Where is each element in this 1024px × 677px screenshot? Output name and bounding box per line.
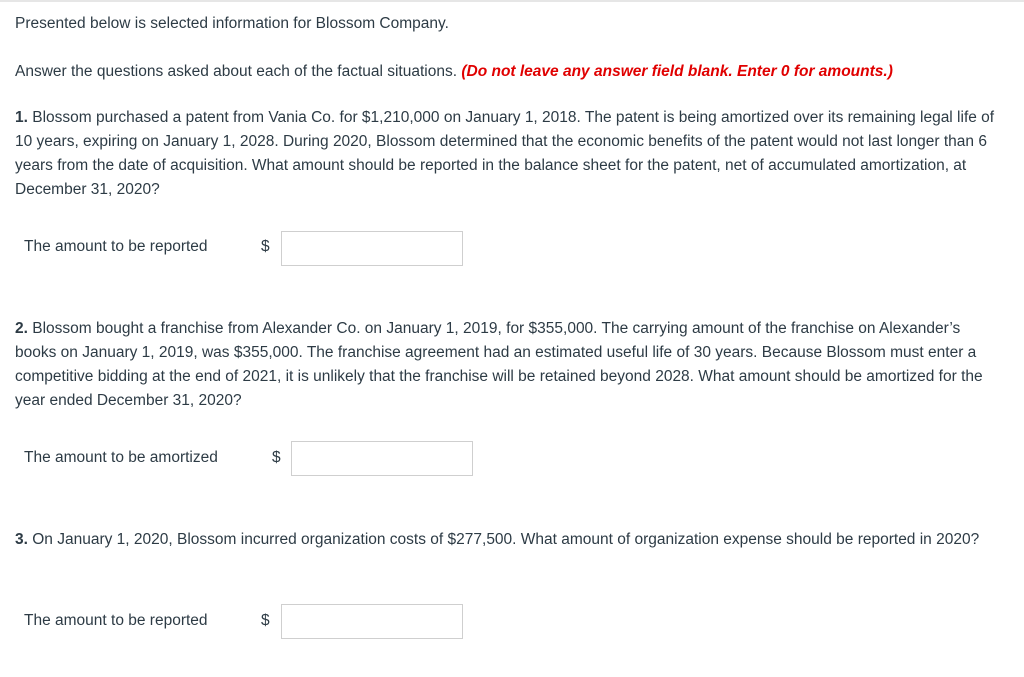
question-3: [15, 528, 1005, 552]
question-number: 1.: [15, 109, 28, 126]
answer-input-2[interactable]: [291, 441, 473, 476]
question-1: [15, 106, 1005, 202]
question-number: 2.: [15, 320, 28, 337]
instructions: [15, 60, 1005, 84]
dollar-sign: $: [261, 612, 270, 629]
dollar-sign: $: [272, 449, 281, 466]
question-text: On January 1, 2020, Blossom incurred organization costs of $277,500. What amount of organization expense should be reported in 2020?: [32, 531, 980, 548]
question-2: [15, 317, 1005, 413]
answer-label-3: The amount to be reported: [24, 612, 208, 629]
answer-input-1[interactable]: [281, 231, 463, 266]
answer-input-3[interactable]: [281, 604, 463, 639]
instructions-note: (Do not leave any answer field blank. Enter 0 for amounts.): [461, 63, 893, 80]
intro-text: Presented below is selected information for Blossom Company.: [15, 15, 449, 32]
instructions-text: Answer the questions asked about each of the factual situations.: [15, 63, 458, 80]
answer-label-1: The amount to be reported: [24, 238, 208, 255]
question-number: 3.: [15, 531, 28, 548]
question-text: Blossom purchased a patent from Vania Co. for $1,210,000 on January 1, 2018. The patent is being amortized over its remaining legal life of 10 years, expiring on January 1, 2028. During 2020, Blossom determined that the economic benefits of the patent would not last longer than 6 years from the date of acquisition. What amount should be reported in the balance sheet for the patent, net of accumulated amortization, at December 31, 2020?: [15, 109, 995, 198]
answer-label-2: The amount to be amortized: [24, 449, 218, 466]
top-divider: [0, 0, 1024, 2]
dollar-sign: $: [261, 238, 270, 255]
question-text: Blossom bought a franchise from Alexander Co. on January 1, 2019, for $355,000. The carrying amount of the franchise on Alexander’s books on January 1, 2019, was $355,000. The franchise agreement had an estimated useful life of 30 years. Because Blossom must enter a competitive bidding at the end of 2021, it is unlikely that the franchise will be retained beyond 2028. What amount should be amortized for the year ended December 31, 2020?: [15, 320, 983, 409]
